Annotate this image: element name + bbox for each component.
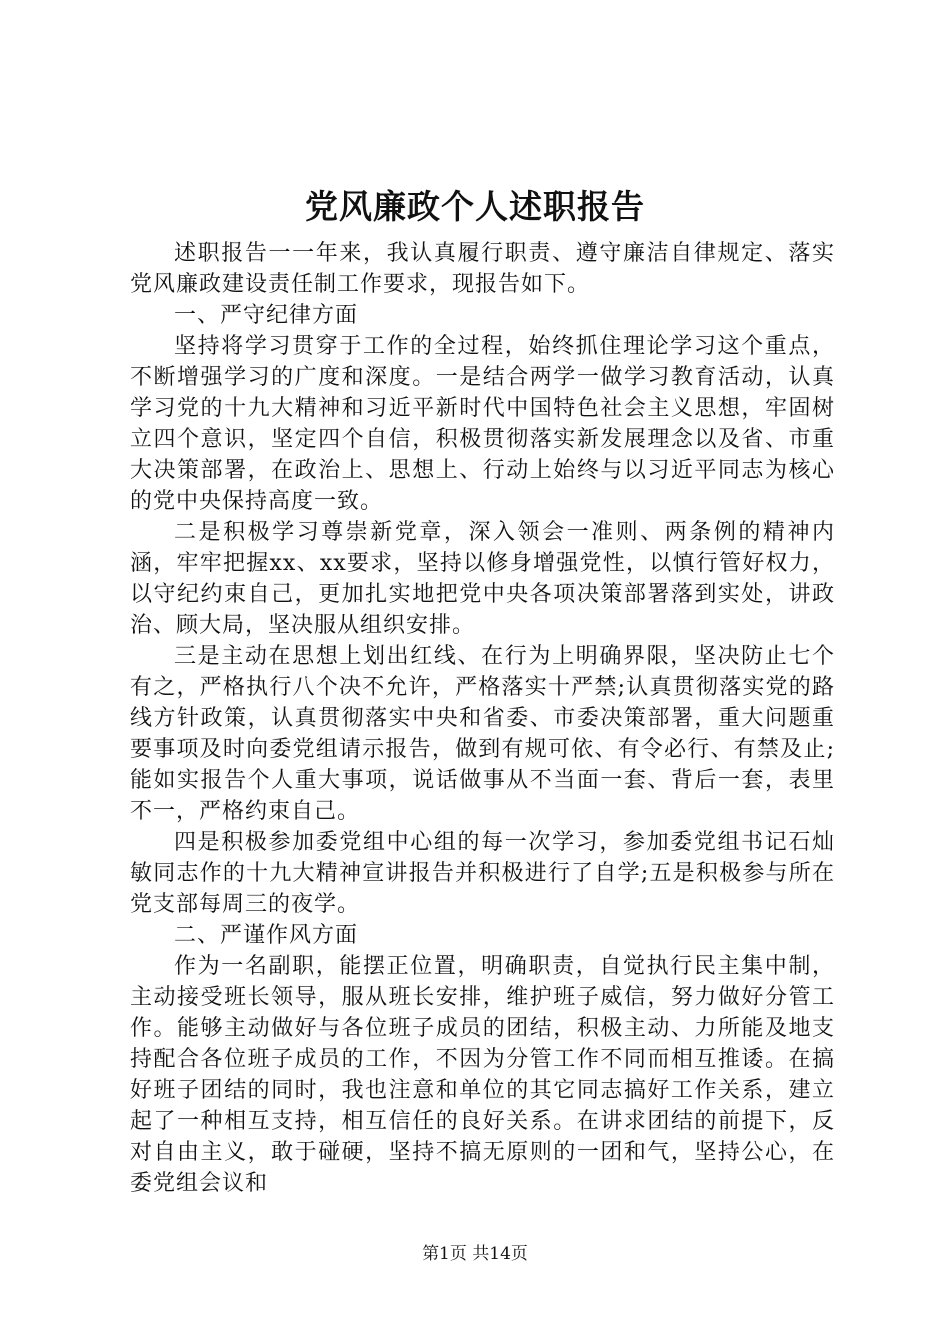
section-heading-discipline: 一、严守纪律方面 <box>174 303 359 328</box>
paragraph-intro: 述职报告一一年来，我认真履行职责、遵守廉洁自律规定、落实党风廉政建设责任制工作要求，现报告如下。 <box>130 241 835 297</box>
paragraph-group-study: 四是积极参加委党组中心组的每一次学习，参加委党组书记石灿敏同志作的十九大精神宣讲报告并积极进行了自学;五是积极参与所在党支部每周三的夜学。 <box>130 830 835 917</box>
document-title: 党风廉政个人述职报告 <box>305 187 645 226</box>
paragraph-red-line: 三是主动在思想上划出红线、在行为上明确界限，坚决防止七个有之，严格执行八个决不允许，严格落实十严禁;认真贯彻落实党的路线方针政策，认真贯彻落实中央和省委、市委决策部署，重大问题重要事项及时向委党组请示报告，做到有规可依、有令必行、有禁及止;能如实报告个人重大事项，说话做事从不当面一套、背后一套，表里不一，严格约束自己。 <box>130 644 835 824</box>
section-heading-work-style: 二、严谨作风方面 <box>174 923 359 948</box>
paragraph-deputy-role: 作为一名副职，能摆正位置，明确职责，自觉执行民主集中制，主动接受班长领导，服从班长安排，维护班子威信，努力做好分管工作。能够主动做好与各位班子成员的团结，积极主动、力所能及地支持配合各位班子成员的工作，不因为分管工作不同而相互推诿。在搞好班子团结的同时，我也注意和单位的其它同志搞好工作关系，建立起了一种相互支持，相互信任的良好关系。在讲求团结的前提下，反对自由主义，敢于碰硬，坚持不搞无原则的一团和气，坚持公心，在委党组会议和 <box>130 954 835 1196</box>
document-body <box>130 238 835 1199</box>
page-number: 第1页 共14页 <box>422 1244 528 1264</box>
paragraph-party-constitution: 二是积极学习尊崇新党章，深入领会一准则、两条例的精神内涵，牢牢把握xx、xx要求，坚持以修身增强党性，以慎行管好权力，以守纪约束自己，更加扎实地把党中央各项决策部署落到实处，讲政治、顾大局，坚决服从组织安排。 <box>130 520 835 638</box>
paragraph-study: 坚持将学习贯穿于工作的全过程，始终抓住理论学习这个重点，不断增强学习的广度和深度。一是结合两学一做学习教育活动，认真学习党的十九大精神和习近平新时代中国特色社会主义思想，牢固树立四个意识，坚定四个自信，积极贯彻落实新发展理念以及省、市重大决策部署，在政治上、思想上、行动上始终与以习近平同志为核心的党中央保持高度一致。 <box>130 334 835 514</box>
